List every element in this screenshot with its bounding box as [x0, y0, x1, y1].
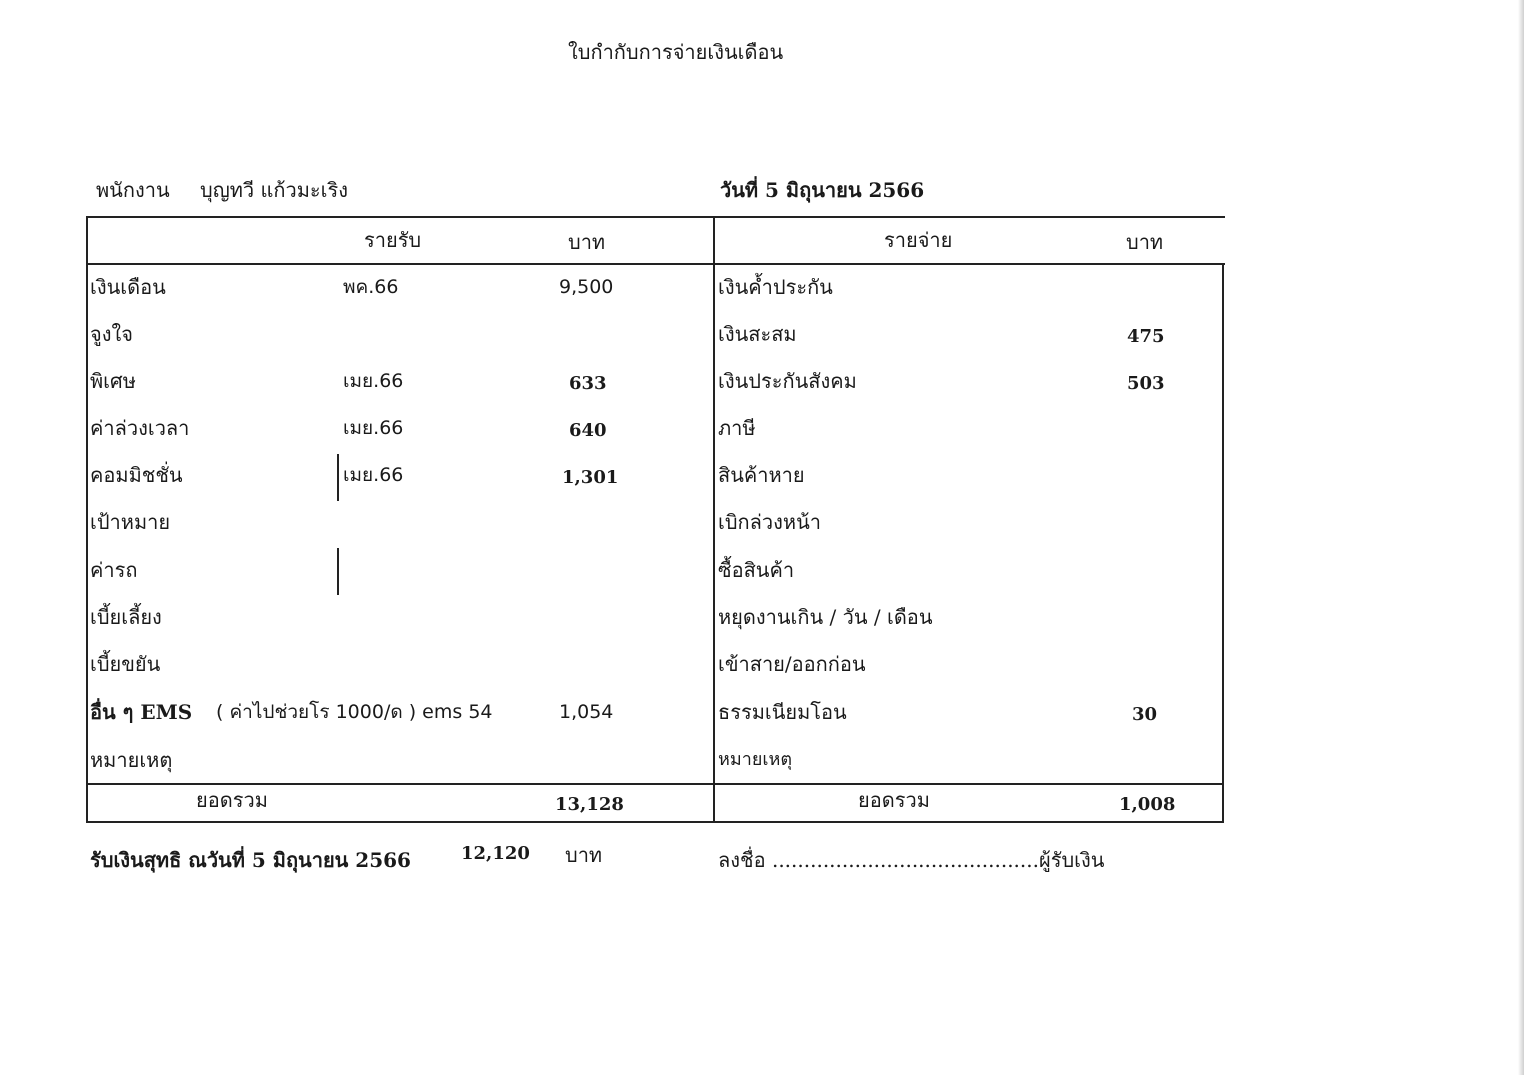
income-total-value: 13,128: [555, 794, 624, 815]
table-top-rule: [86, 216, 1225, 218]
employee-name: บุญทวี แก้วมะเริง: [200, 178, 349, 202]
expense-total-value: 1,008: [1119, 794, 1176, 815]
expense-label: เงินประกันสังคม: [718, 369, 857, 393]
income-header: รายรับ: [364, 228, 422, 252]
expense-unit-header: บาท: [1126, 230, 1164, 254]
expense-label: หมายเหตุ: [718, 749, 793, 770]
income-label: อื่น ๆ EMS: [90, 700, 193, 724]
income-amount: 633: [569, 373, 607, 394]
income-label: พิเศษ: [90, 369, 136, 393]
income-period: เมย.66: [343, 370, 404, 392]
net-pay-amount: 12,120: [461, 843, 530, 864]
net-pay-text: รับเงินสุทธิ ณวันที่ 5 มิถุนายน 2566: [90, 848, 411, 872]
income-amount: 1,054: [559, 701, 614, 723]
expense-label: ธรรมเนียมโอน: [718, 700, 847, 724]
table-bottom-rule: [86, 821, 1224, 823]
expense-label: เงินค้ำประกัน: [718, 275, 833, 299]
expense-label: หยุดงานเกิน / วัน / เดือน: [718, 605, 933, 629]
expense-amount: 475: [1127, 326, 1165, 347]
table-right-rule: [1222, 263, 1224, 823]
net-pay-unit: บาท: [565, 843, 603, 867]
income-total-label: ยอดรวม: [196, 788, 268, 812]
expense-label: เงินสะสม: [718, 322, 797, 346]
table-left-rule: [86, 216, 88, 823]
expense-amount: 503: [1127, 373, 1165, 394]
income-label: จูงใจ: [90, 322, 133, 346]
income-label: ค่ารถ: [90, 558, 138, 582]
signature-line: ลงชื่อ ..........................................ผู้รับเงิน: [718, 848, 1105, 872]
income-amount: 640: [569, 420, 607, 441]
income-period: เมย.66: [343, 417, 404, 439]
income-amount: 9,500: [559, 276, 614, 298]
total-top-rule: [86, 783, 1224, 785]
table-middle-rule: [713, 216, 715, 823]
expense-total-label: ยอดรวม: [858, 788, 930, 812]
expense-amount: 30: [1132, 704, 1158, 725]
income-unit-header: บาท: [568, 230, 606, 254]
expense-label: ภาษี: [718, 416, 756, 440]
income-label: ค่าล่วงเวลา: [90, 416, 190, 440]
expense-label: ซื้อสินค้า: [718, 558, 795, 582]
document-title: ใบกำกับการจ่ายเงินเดือน: [568, 40, 784, 64]
income-label: เงินเดือน: [90, 275, 166, 299]
expense-header: รายจ่าย: [884, 228, 953, 252]
expense-label: สินค้าหาย: [718, 463, 805, 487]
pen-mark: [337, 454, 339, 501]
income-label: คอมมิชชั่น: [90, 463, 183, 487]
scan-edge: [1518, 0, 1524, 1075]
payslip-date: วันที่ 5 มิถุนายน 2566: [720, 178, 925, 202]
pen-mark: [337, 548, 339, 595]
expense-label: เบิกล่วงหน้า: [718, 510, 821, 534]
income-label: เบี้ยขยัน: [90, 652, 161, 676]
income-label: เป้าหมาย: [90, 510, 171, 534]
income-period: พค.66: [343, 276, 399, 298]
income-period: เมย.66: [343, 464, 404, 486]
income-label: เบี้ยเลี้ยง: [90, 605, 162, 629]
income-note: ( ค่าไปช่วยโร 1000/ด ) ems 54: [216, 701, 493, 723]
income-amount: 1,301: [562, 467, 619, 488]
employee-label: พนักงาน: [96, 178, 170, 202]
header-bottom-rule: [86, 263, 1225, 265]
expense-label: เข้าสาย/ออกก่อน: [718, 652, 866, 676]
income-label: หมายเหตุ: [90, 748, 173, 772]
